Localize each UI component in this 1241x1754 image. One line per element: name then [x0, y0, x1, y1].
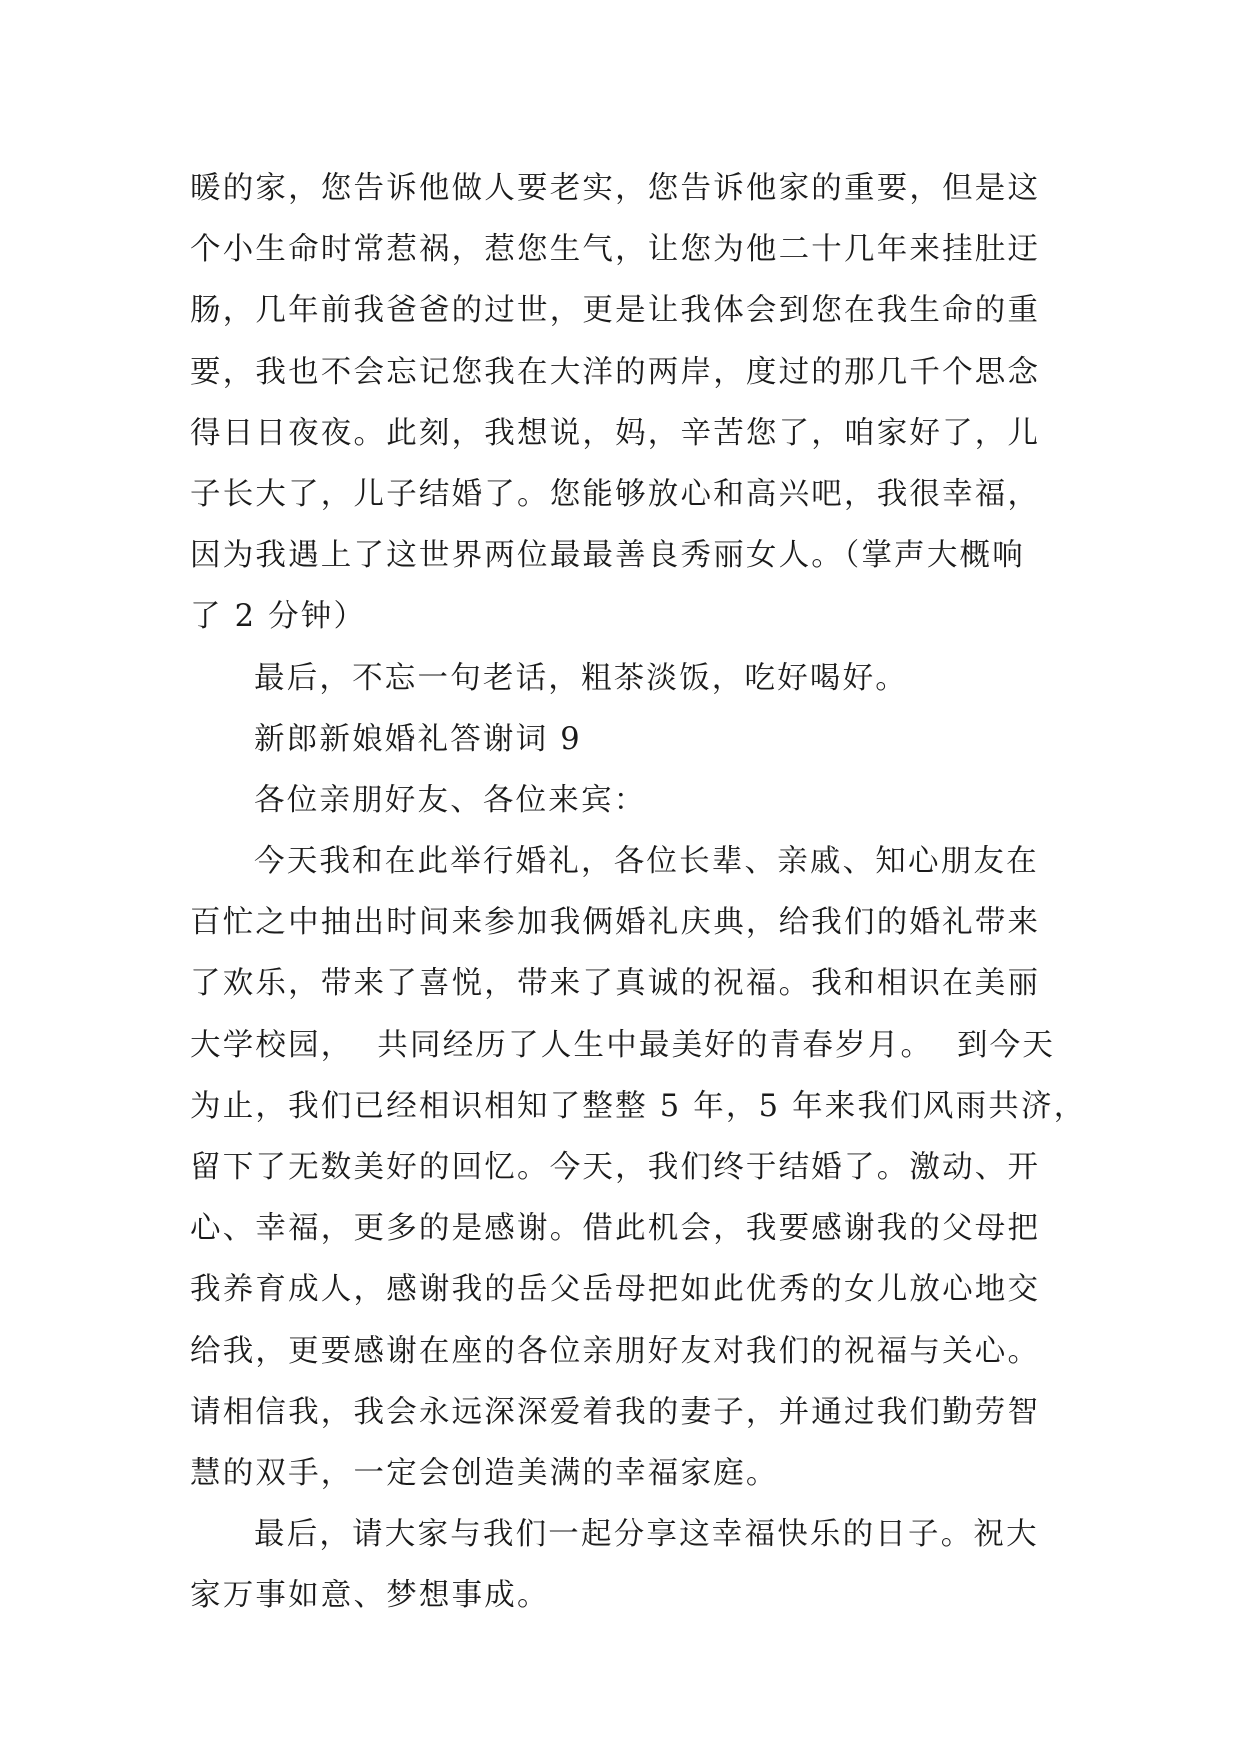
text-line: 今天我和在此举行婚礼，各位长辈、亲戚、知心朋友在 [254, 844, 1039, 880]
text-line: 最后，请大家与我们一起分享这幸福快乐的日子。祝大 [254, 1517, 1039, 1553]
salutation: 各位亲朋好友、各位来宾： [254, 782, 647, 818]
text-line: 因为我遇上了这世界两位最最善良秀丽女人。（掌声大概响 [190, 538, 1025, 574]
text-line: 了欢乐，带来了喜悦，带来了真诚的祝福。我和相识在美丽 [190, 966, 1041, 1002]
document-body [190, 158, 1087, 1627]
text-line: 最后，不忘一句老话，粗茶淡饭，吃好喝好。 [254, 660, 908, 696]
text-line: 留下了无数美好的回忆。今天，我们终于结婚了。激动、开 [190, 1150, 1041, 1185]
text-line: 为止，我们已经相识相知了整整 5 年，5 年来我们风雨共济， [190, 1088, 1087, 1124]
text-line: 给我，更要感谢在座的各位亲朋好友对我们的祝福与关心。 [190, 1333, 1041, 1369]
text-line: 家万事如意、梦想事成。 [190, 1578, 550, 1614]
text-line: 请相信我，我会永远深深爱着我的妻子，并通过我们勤劳智 [190, 1394, 1041, 1430]
text-line: 要，我也不会忘记您我在大洋的两岸，度过的那几千个思念 [190, 354, 1041, 390]
text-line: 大学校园， 共同经历了人生中最美好的青春岁月。 到今天 [190, 1027, 1056, 1063]
text-line: 我养育成人，感谢我的岳父岳母把如此优秀的女儿放心地交 [190, 1272, 1041, 1308]
text-line: 了 2 分钟） [190, 599, 367, 635]
text-line: 暖的家，您告诉他做人要老实，您告诉他家的重要，但是这 [190, 171, 1041, 206]
text-line: 子长大了，儿子结婚了。您能够放心和高兴吧，我很幸福， [190, 476, 1041, 512]
text-line: 百忙之中抽出时间来参加我俩婚礼庆典，给我们的婚礼带来 [190, 905, 1041, 941]
text-line: 得日日夜夜。此刻，我想说，妈，辛苦您了，咱家好了，儿 [190, 415, 1041, 451]
text-line: 慧的双手，一定会创造美满的幸福家庭。 [190, 1455, 779, 1491]
section-heading: 新郎新娘婚礼答谢词 9 [254, 721, 582, 757]
text-line: 肠，几年前我爸爸的过世，更是让我体会到您在我生命的重 [190, 293, 1041, 329]
text-line: 个小生命时常惹祸，惹您生气，让您为他二十几年来挂肚迂 [190, 232, 1041, 268]
text-line: 心、幸福，更多的是感谢。借此机会，我要感谢我的父母把 [190, 1211, 1041, 1247]
